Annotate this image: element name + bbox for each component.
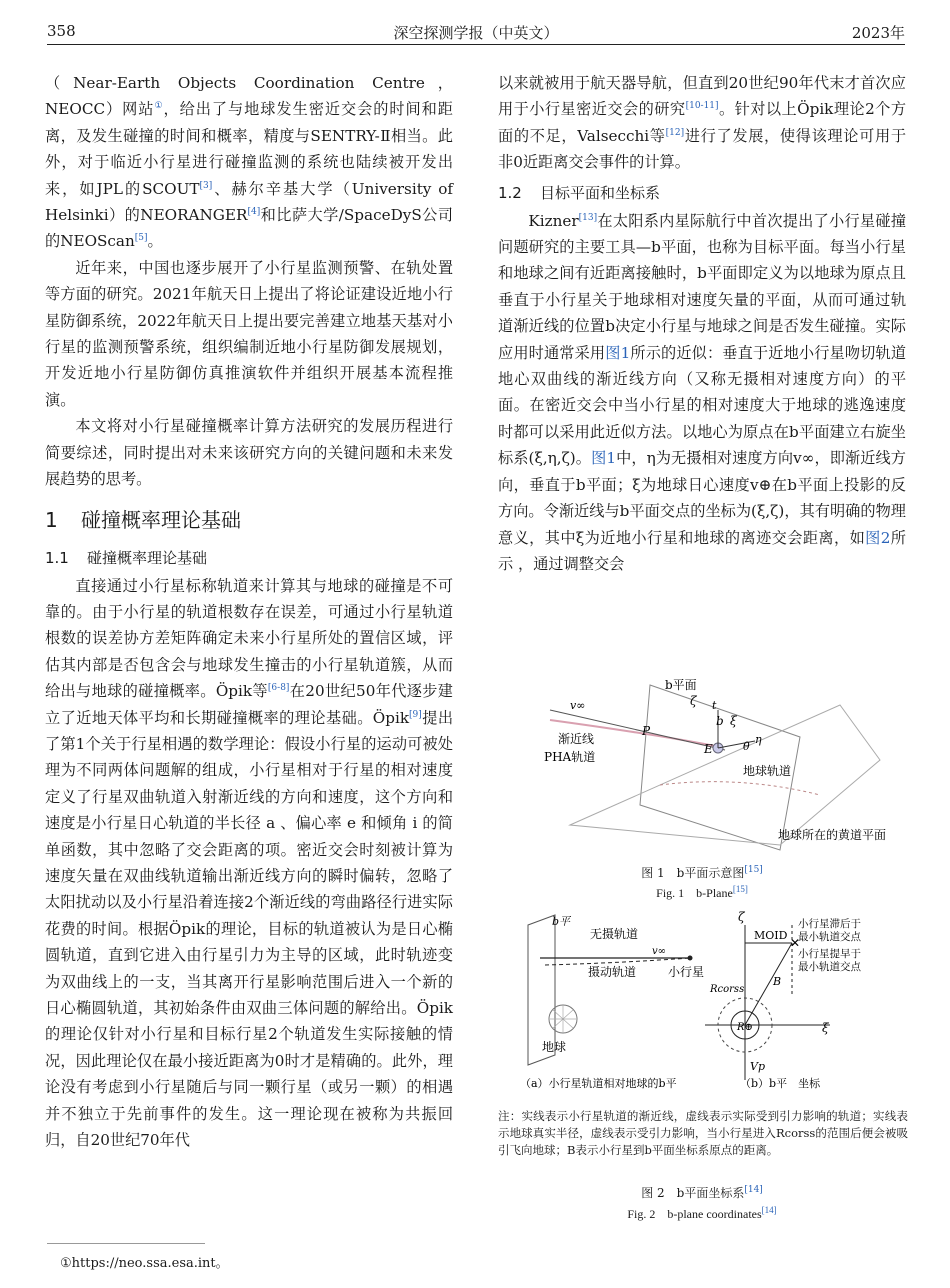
paragraph: （Near-Earth Objects Coordination Centre，NEOCC）网站①，给出了与地球发生密近交会的时间和距离，及发生碰撞的时间和概率，精度与SENTRY-Ⅱ相当。此外，对于临近小行星进行碰撞监测的系统也陆续被开发出来，如JPL的SCOUT[3]、赫尔辛基大学（University of Helsinki）的NEORANGER[4]和比萨大学/SpaceDyS公司的NEOScan[5]。 — [45, 74, 453, 251]
footnote-ref[interactable]: ① — [154, 101, 164, 112]
paragraph: 以来就被用于航天器导航，但直到20世纪90年代末才首次应用于小行星密近交会的研究[10-11]。针对以上Öpik理论2个方面的不足，Valsecchi等[12]进行了发展，使得该理论可用于非0近距离交会事件的计算。 — [498, 74, 907, 172]
citation[interactable]: [13] — [578, 212, 598, 223]
fig2a-label-vinf: v∞ — [652, 946, 666, 957]
citation[interactable]: [9] — [409, 709, 422, 720]
label-ecliptic: 地球所在的黄道平面 — [778, 828, 887, 842]
earth-orbit-line — [660, 782, 820, 795]
fig2a-subcaption: （a）小行星轨道相对地球的b平 — [520, 1077, 677, 1090]
label-theta: θ — [743, 740, 750, 753]
label-E: E — [704, 742, 713, 756]
journal-title: 深空探测学报（中英文） — [393, 24, 559, 42]
fig2b-label-re: R⊕ — [737, 1022, 753, 1033]
label-pha: PHA轨道 — [544, 750, 596, 764]
fig2a-label-bplane: b平 — [552, 915, 571, 928]
label-P: P — [642, 724, 651, 738]
figure-link[interactable]: 图1 — [591, 449, 617, 468]
citation[interactable]: [10-11] — [685, 101, 719, 112]
subsection-heading: 1.2 目标平面和坐标系 — [498, 183, 661, 202]
citation[interactable]: [4] — [247, 206, 261, 217]
ecliptic-plane-shape — [570, 705, 880, 845]
label-asymptote: 渐近线 — [558, 732, 595, 746]
paragraph: 本文将对小行星碰撞概率计算方法研究的发展历程进行简要综述，同时提出对未来该研究方向的关键问题和未来发展趋势的思考。 — [45, 417, 453, 489]
figure-2-note: 注：实线表示小行星轨道的渐近线，虚线表示实际受到引力影响的轨道；实线表示地球真实半径，虚线表示受引力影响，当小行星进入Rcorss的范围后便会被吸引飞向地球；B表示小行星到b平面坐标系原点的距离。 — [498, 1109, 908, 1157]
paragraph: Kizner[13]在太阳系内星际航行中首次提出了小行星碰撞问题研究的主要工具—b平面，也称为目标平面。每当小行星和地球之间有近距离接触时，b平面即定义为以地球为原点且垂直于小行星关于地球相对速度矢量的平面，从而可通过轨道渐近线的位置b决定小行星与地球之间是否发生碰撞。实际应用时通常采用图1所示的近似：垂直于近地小行星吻切轨道地心双曲线的渐近线方向（又称无摄相对速度方向）的平面。在密近交会中当小行星的相对速度大于地球的逃逸速度时都可以采用此近似方法。以地心为原点在b平面建立右旋坐标系(ξ,η,ζ)。图1中，η为无摄相对速度方向v∞，即渐近线方向，垂直于b平面；ξ为地球日心速度v⊕在b平面上投影的反方向。令渐近线与b平面交点的坐标为(ξ,ζ)，其有明确的物理意义，其中ξ为近地小行星和地球的离迹交会距离，如图2所示 ，通过调整交会 — [498, 211, 906, 573]
label-earth-orbit: 地球轨道 — [743, 764, 792, 778]
figure-link[interactable]: 图2 — [865, 528, 891, 547]
fig2b-label-vp: Vp — [750, 1060, 765, 1073]
section-heading: 1 碰撞概率理论基础 — [45, 507, 241, 532]
figure-link[interactable]: 图1 — [605, 343, 631, 362]
figure-1 — [540, 665, 900, 855]
fig2b-label-B: B — [773, 975, 782, 988]
label-xi: ξ — [730, 714, 737, 728]
label-b: b — [716, 714, 724, 728]
label-vinf: v∞ — [570, 699, 586, 712]
fig2a-label-unperturbed: 无摄轨道 — [590, 927, 639, 941]
fig2b-label-zeta: ζ — [738, 910, 745, 924]
fig2a-label-asteroid: 小行星 — [668, 965, 705, 979]
label-t: t — [712, 699, 717, 712]
left-column — [45, 70, 453, 1153]
fig2b-asteroid-mark: ✕ — [790, 936, 801, 950]
subsection-heading: 1.1 碰撞概率理论基础 — [45, 548, 208, 567]
fig2b-label-rcorss: Rcorss — [710, 984, 745, 995]
figure-2-caption-cn: 图 2 b平面坐标系[14] — [641, 1185, 763, 1200]
fig2b-label-moid: MOID — [754, 929, 788, 942]
journal-year: 2023年 — [851, 24, 905, 42]
paragraph: 直接通过小行星标称轨道来计算其与地球的碰撞是不可靠的。由于小行星的轨道根数存在误差，可通过小行星轨道根数的误差协方差矩阵确定未来小行星所处的置信区域，评估其内部是否包含会与地球发生撞击的小行星轨道簇，从而给出与地球的碰撞概率。Öpik等[6-8]在20世纪50年代逐步建立了近地天体平均和长期碰撞概率的理论基础。Öpik[9]提出了第1个关于行星相遇的数学理论：假设小行星的运动可被处理为不同两体问题解的组成，小行星相对于行星的相对速度定义了行星双曲轨道入射渐近线的方向和速度，这个方向和速度是小行星日心轨道的半长径 a 、偏心率 e 和倾角 i 的简单函数，其中忽略了交会距离的项。密近交会时刻被计算为速度矢量在双曲线轨道输出渐近线方向的瞬时偏转，忽略了太阳扰动以及小行星沿着连接2个渐近线的弯曲路径行进实际花费的时间。根据Öpik的理论，目标的轨道被认为是日心椭圆轨道，直到它进入由行星引力为主导的区域，此时轨迹变为双曲线上的一支，当其离开行星影响范围后进入一个新的日心椭圆轨道，其初始条件由双曲三体问题的解给出。Öpik的理论仅针对小行星和目标行星2个轨道发生实际接触的情况，因此理论仅在最小接近距离为0时才是精确的。此外，理论没有考虑到小行星随后与同一颗行星（或另一颗）的相遇并不独立于先前事件的发生。这一理论现在被称为共振回归，自20世纪70年代 — [45, 576, 453, 1150]
figure-1-caption-cn: 图 1 b平面示意图[15] — [641, 865, 763, 880]
figure-1-caption-en: Fig. 1 b-Plane[15] — [656, 884, 748, 900]
page-number: 358 — [47, 22, 76, 40]
citation[interactable]: [12] — [665, 127, 685, 138]
citation[interactable]: [5] — [134, 233, 148, 244]
fig2a-label-earth: 地球 — [542, 1040, 567, 1054]
footnote-divider — [47, 1243, 205, 1244]
fig2b-label-xi: ξ — [822, 1021, 829, 1035]
fig2a-perturbed-line — [545, 958, 690, 965]
label-bplane: b平面 — [665, 678, 697, 692]
paragraph: 近年来，中国也逐步展开了小行星监测预警、在轨处置等方面的研究。2021年航天日上提出了将论证建设近地小行星防御系统，2022年航天日上提出要完善建立地基天基对小行星的监测预警系统，组织编制近地小行星防御发展规划，开发近地小行星防御仿真推演软件并组织开展基本流程推演。 — [45, 258, 453, 409]
fig2a-globe-grid — [550, 1005, 576, 1033]
figure-2-caption-en: Fig. 2 b-plane coordinates[14] — [627, 1205, 777, 1221]
fig2a-asteroid-dot — [688, 956, 693, 961]
label-eta: η — [755, 733, 762, 746]
citation[interactable]: [3] — [199, 180, 213, 191]
citation[interactable]: [6-8] — [267, 683, 290, 694]
footnote[interactable]: ①https://neo.ssa.esa.int。 — [60, 1256, 229, 1271]
fig2a-label-perturbed: 摄动轨道 — [588, 965, 637, 979]
label-zeta: ζ — [690, 694, 697, 708]
right-column — [498, 70, 906, 577]
fig2b-label-late: 小行星滞后于最小轨道交点 — [798, 918, 861, 943]
fig2b-label-early: 小行星提早于最小轨道交点 — [798, 948, 861, 973]
figure-2 — [500, 905, 910, 1095]
fig2b-subcaption: （b）b平 坐标 — [740, 1077, 821, 1090]
page-header — [47, 18, 905, 45]
